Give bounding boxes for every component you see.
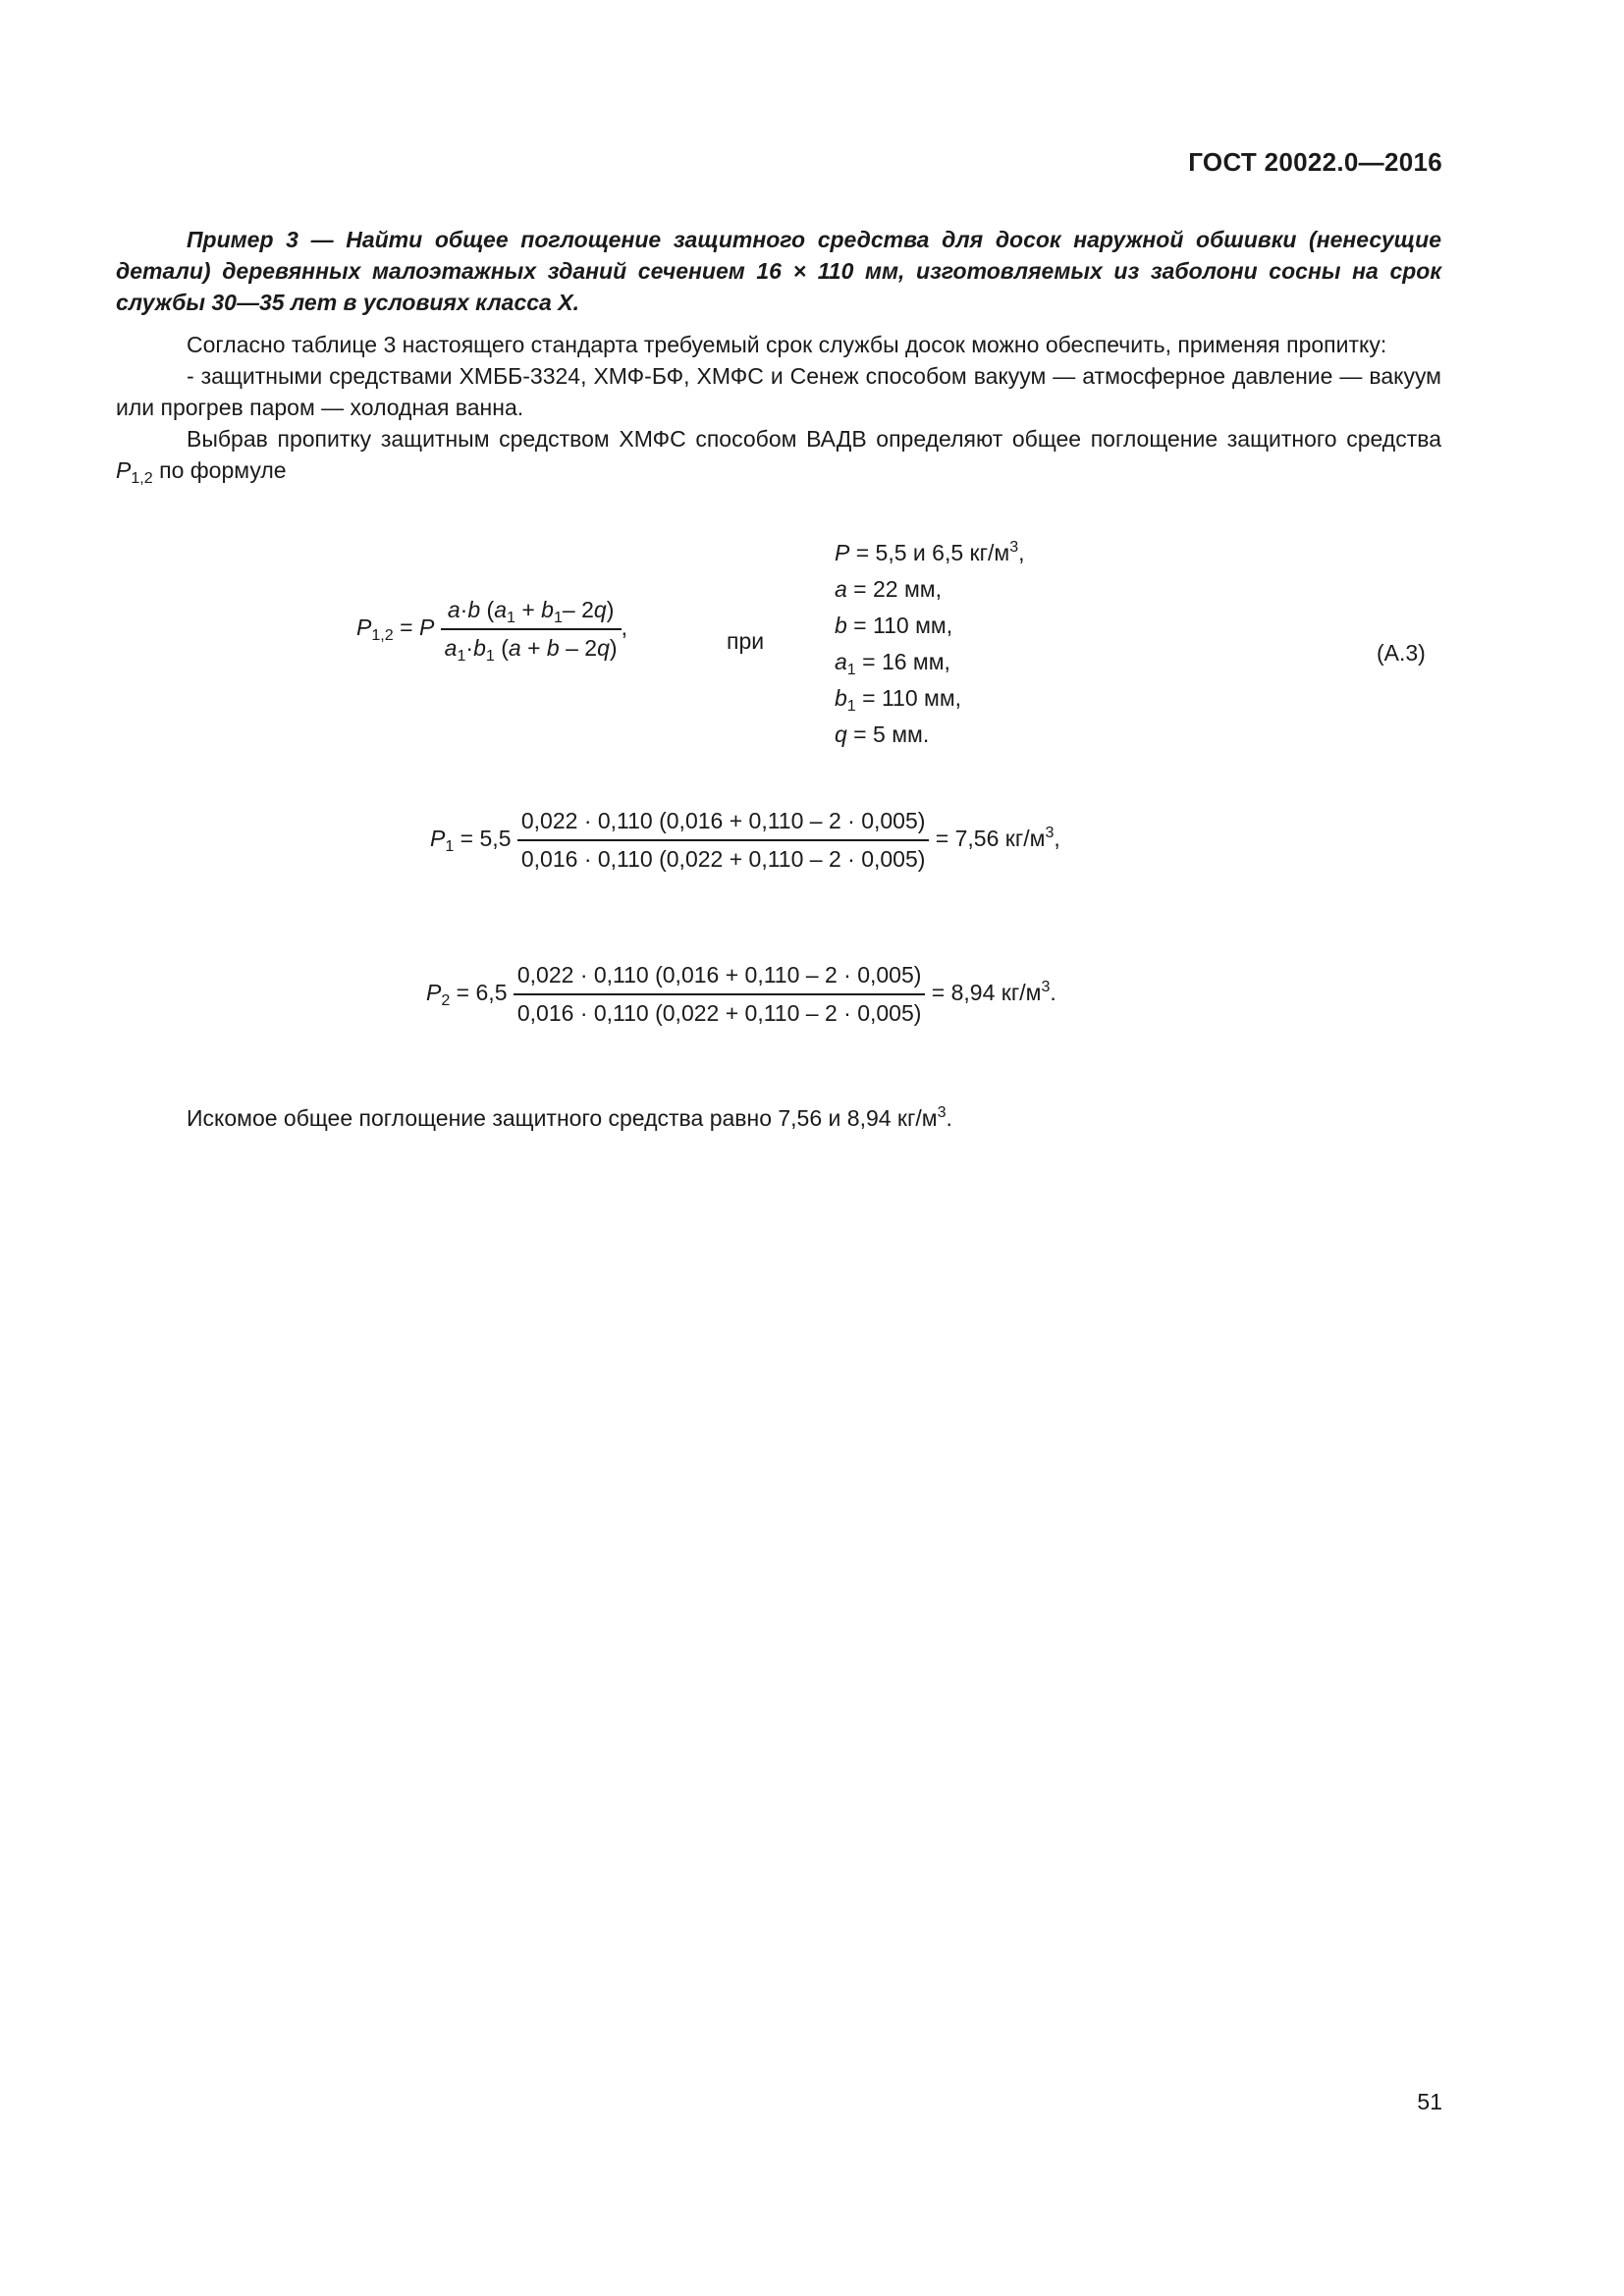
def-var: a [835, 649, 847, 674]
intro-end: по формуле [152, 457, 287, 483]
conclusion-sup: 3 [937, 1103, 947, 1121]
def-sub: 1 [846, 697, 856, 715]
formula-a3 [356, 597, 627, 665]
body-text [116, 329, 1441, 486]
def-var: b [835, 613, 847, 638]
calc-denominator: 0,016 · 0,110 (0,022 + 0,110 – 2 · 0,005) [517, 839, 930, 873]
calc-denominator: 0,016 · 0,110 (0,022 + 0,110 – 2 · 0,005) [514, 993, 926, 1027]
conclusion-tail: . [946, 1105, 952, 1131]
document-code-header: ГОСТ 20022.0—2016 [1188, 147, 1442, 177]
formula-fraction [441, 597, 622, 665]
calc-sub: 1 [445, 837, 455, 856]
num-b: b [467, 597, 481, 622]
def-var: q [835, 721, 847, 747]
num-plus: + [514, 597, 542, 622]
definition-line [835, 571, 1025, 608]
definition-line [835, 680, 1025, 717]
calculation-p1 [430, 808, 1060, 873]
num-a1-sub: 1 [506, 609, 515, 626]
calc-result: = 7,56 кг/м [929, 826, 1046, 852]
definition-line [835, 608, 1025, 644]
calc-sub: 2 [441, 991, 451, 1010]
num-minus: – 2 [562, 597, 594, 622]
den-b1: b [473, 635, 486, 661]
calc-numerator: 0,022 · 0,110 (0,016 + 0,110 – 2 · 0,005) [520, 808, 926, 833]
def-var: P [835, 540, 850, 565]
calc-coefficient: = 5,5 [454, 826, 517, 852]
def-text: = 5,5 и 6,5 кг/м [849, 540, 1010, 565]
def-sup: 3 [1009, 538, 1019, 556]
num-a: a [447, 597, 460, 622]
def-sub: 1 [846, 661, 856, 678]
den-b: b [546, 635, 560, 661]
def-text: = 5 мм. [846, 721, 930, 747]
def-tail: , [1018, 540, 1025, 565]
calc-tail: , [1054, 826, 1060, 852]
intro-text: Выбрав пропитку защитным средством ХМФС способом ВАДВ определяют общее поглощение защитного средства [187, 426, 1441, 452]
calc-var: P [430, 826, 446, 852]
den-q: q [597, 635, 610, 661]
formula-numerator [444, 597, 619, 628]
den-dot: · [465, 635, 474, 661]
den-a1-sub: 1 [457, 647, 466, 665]
den-plus: + [520, 635, 547, 661]
calc-result: = 8,94 кг/м [925, 980, 1042, 1006]
definition-line [835, 644, 1025, 680]
num-a1: a [494, 597, 507, 622]
calc-fraction [517, 808, 930, 873]
paragraph-formula-intro [116, 423, 1441, 486]
den-a: a [508, 635, 521, 661]
num-q: q [593, 597, 607, 622]
paragraph-impregnation-methods: - защитными средствами ХМББ-3324, ХМФ-БФ, ХМФС и Сенеж способом вакуум — атмосферное давление — вакуум или прогрев паром — холодная ванна. [116, 363, 1441, 420]
num-dot: · [460, 597, 468, 622]
def-text: = 22 мм, [846, 576, 942, 602]
intro-sub: 1,2 [131, 469, 153, 487]
def-text: = 110 мм, [855, 685, 962, 711]
definition-line [835, 535, 1025, 571]
num-b1: b [541, 597, 554, 622]
calc-result-sup: 3 [1045, 824, 1055, 842]
variable-definitions [835, 535, 1025, 753]
den-close: ) [609, 635, 618, 661]
calc-numerator: 0,022 · 0,110 (0,016 + 0,110 – 2 · 0,005) [516, 962, 922, 988]
lhs-sub: 1,2 [371, 626, 394, 645]
def-text: = 16 мм, [855, 649, 950, 674]
def-text: = 110 мм, [846, 613, 953, 638]
calculation-p2 [426, 962, 1056, 1027]
calc-var: P [426, 980, 442, 1006]
paragraph-table-reference: Согласно таблице 3 настоящего стандарта требуемый срок службы досок можно обеспечить, применяя пропитку: [187, 332, 1387, 357]
condition-word: при [727, 628, 765, 654]
equation-number: (А.3) [1377, 640, 1426, 666]
formula-trailing-comma: , [621, 614, 627, 641]
calc-tail: . [1050, 980, 1056, 1006]
num-b1-sub: 1 [553, 609, 563, 626]
calc-coefficient: = 6,5 [450, 980, 514, 1006]
intro-var: P [116, 457, 132, 483]
equals-sign: = [393, 614, 419, 641]
calc-result-sup: 3 [1041, 978, 1051, 996]
den-open: ( [494, 635, 509, 661]
den-a1: a [444, 635, 458, 661]
def-var: a [835, 576, 847, 602]
num-open: ( [480, 597, 495, 622]
page-number: 51 [1417, 2089, 1442, 2114]
num-close: ) [606, 597, 615, 622]
calc-fraction [514, 962, 926, 1027]
den-b1-sub: 1 [485, 647, 495, 665]
lhs-var: P [356, 614, 372, 641]
conclusion-text: Искомое общее поглощение защитного средства равно 7,56 и 8,94 кг/м [187, 1105, 938, 1131]
definition-line [835, 717, 1025, 753]
conclusion-paragraph [187, 1102, 1443, 1134]
factor-var: P [418, 614, 435, 641]
formula-denominator [441, 628, 622, 665]
example-heading: Пример 3 — Найти общее поглощение защитного средства для досок наружной обшивки (ненесущие детали) деревянных малоэтажных зданий сечением 16 × 110 мм, изготовляемых из заболони сосны на срок службы 30—35 лет в условиях класса X. [116, 227, 1441, 315]
den-minus: – 2 [559, 635, 598, 661]
def-var: b [835, 685, 847, 711]
